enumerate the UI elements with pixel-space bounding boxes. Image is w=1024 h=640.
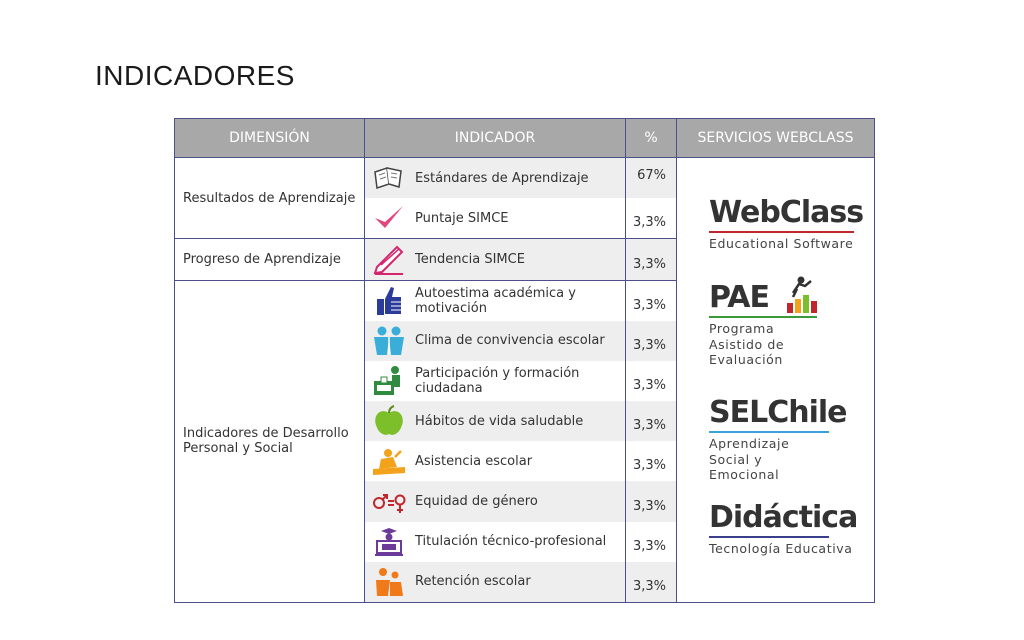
people-icon: [371, 325, 407, 357]
indicator-cell: [365, 321, 626, 361]
header-services: SERVICIOS WEBCLASS: [677, 119, 875, 158]
service-logo-pae: [709, 280, 831, 368]
indicator-label: Estándares de Aprendizaje: [415, 170, 589, 186]
header-row: [175, 119, 875, 158]
indicator-cell: [365, 441, 626, 481]
page-title: INDICADORES: [95, 60, 295, 91]
service-subtitle: Tecnología Educativa: [709, 541, 853, 556]
dimension-cell: Progreso de Aprendizaje: [175, 239, 365, 280]
percent-cell: 3,3%: [626, 321, 677, 361]
percent-cell: 3,3%: [626, 441, 677, 481]
indicator-cell: [365, 158, 626, 199]
table-row: [175, 158, 875, 199]
gender-equality-icon: [371, 485, 407, 517]
student-desk-icon: [371, 445, 407, 477]
indicator-label: Equidad de género: [415, 493, 538, 509]
percent-cell: 3,3%: [626, 280, 677, 321]
header-indicator: INDICADOR: [365, 119, 626, 158]
service-name: Didáctica: [709, 500, 858, 535]
service-logo-webclass: [709, 195, 864, 252]
apple-icon: [371, 405, 407, 437]
indicator-label: Asistencia escolar: [415, 453, 533, 469]
indicator-label: Retención escolar: [415, 574, 531, 590]
book-icon: [371, 162, 407, 194]
indicator-cell: [365, 522, 626, 562]
percent-cell: 3,3%: [626, 562, 677, 603]
indicator-cell: [365, 401, 626, 441]
indicator-label: Participación y formación ciudadana: [415, 365, 580, 396]
indicator-cell: [365, 198, 626, 239]
ballot-icon: [371, 365, 407, 397]
service-subtitle: Educational Software: [709, 236, 854, 251]
indicator-label: Clima de convivencia escolar: [415, 333, 605, 349]
header-dimension: DIMENSIÓN: [175, 119, 365, 158]
retention-icon: [371, 566, 407, 598]
percent-cell: 3,3%: [626, 522, 677, 562]
header-percent: %: [626, 119, 677, 158]
indicator-cell: [365, 481, 626, 521]
indicator-label: Titulación técnico-profesional: [415, 534, 607, 550]
table-body: [175, 158, 875, 603]
checkmark-icon: [371, 202, 407, 234]
indicators-table: [174, 118, 875, 603]
percent-cell: 3,3%: [626, 239, 677, 280]
service-name: WebClass: [709, 195, 864, 230]
percent-cell: 67%: [626, 158, 677, 199]
service-subtitle: Programa Asistido de Evaluación: [709, 321, 785, 368]
graduate-icon: [371, 526, 407, 558]
service-accent-bar: [709, 231, 854, 233]
growth-chart-icon: [783, 275, 819, 319]
pencil-icon: [371, 243, 407, 275]
service-name: PAE: [709, 280, 769, 315]
service-accent-bar: [709, 536, 829, 538]
service-name: SELChile: [709, 395, 847, 430]
percent-cell: 3,3%: [626, 361, 677, 401]
thumbs-up-icon: [371, 285, 407, 317]
indicator-cell: [365, 280, 626, 321]
indicator-label: Autoestima académica y motivación: [415, 285, 576, 316]
indicator-cell: [365, 239, 626, 280]
indicator-cell: [365, 361, 626, 401]
service-logo-selchile: [709, 395, 847, 483]
percent-cell: 3,3%: [626, 198, 677, 239]
indicator-label: Hábitos de vida saludable: [415, 413, 584, 429]
percent-cell: 3,3%: [626, 401, 677, 441]
service-accent-bar: [709, 431, 829, 433]
indicator-cell: [365, 562, 626, 603]
indicator-label: Puntaje SIMCE: [415, 210, 509, 226]
dimension-cell: Resultados de Aprendizaje: [175, 158, 365, 239]
services-cell: [677, 158, 875, 603]
service-logo-didctica: [709, 500, 859, 557]
indicator-label: Tendencia SIMCE: [415, 251, 525, 267]
percent-cell: 3,3%: [626, 481, 677, 521]
service-subtitle: Aprendizaje Social y Emocional: [709, 436, 790, 483]
dimension-cell: Indicadores de Desarrollo Personal y Social: [175, 280, 365, 602]
